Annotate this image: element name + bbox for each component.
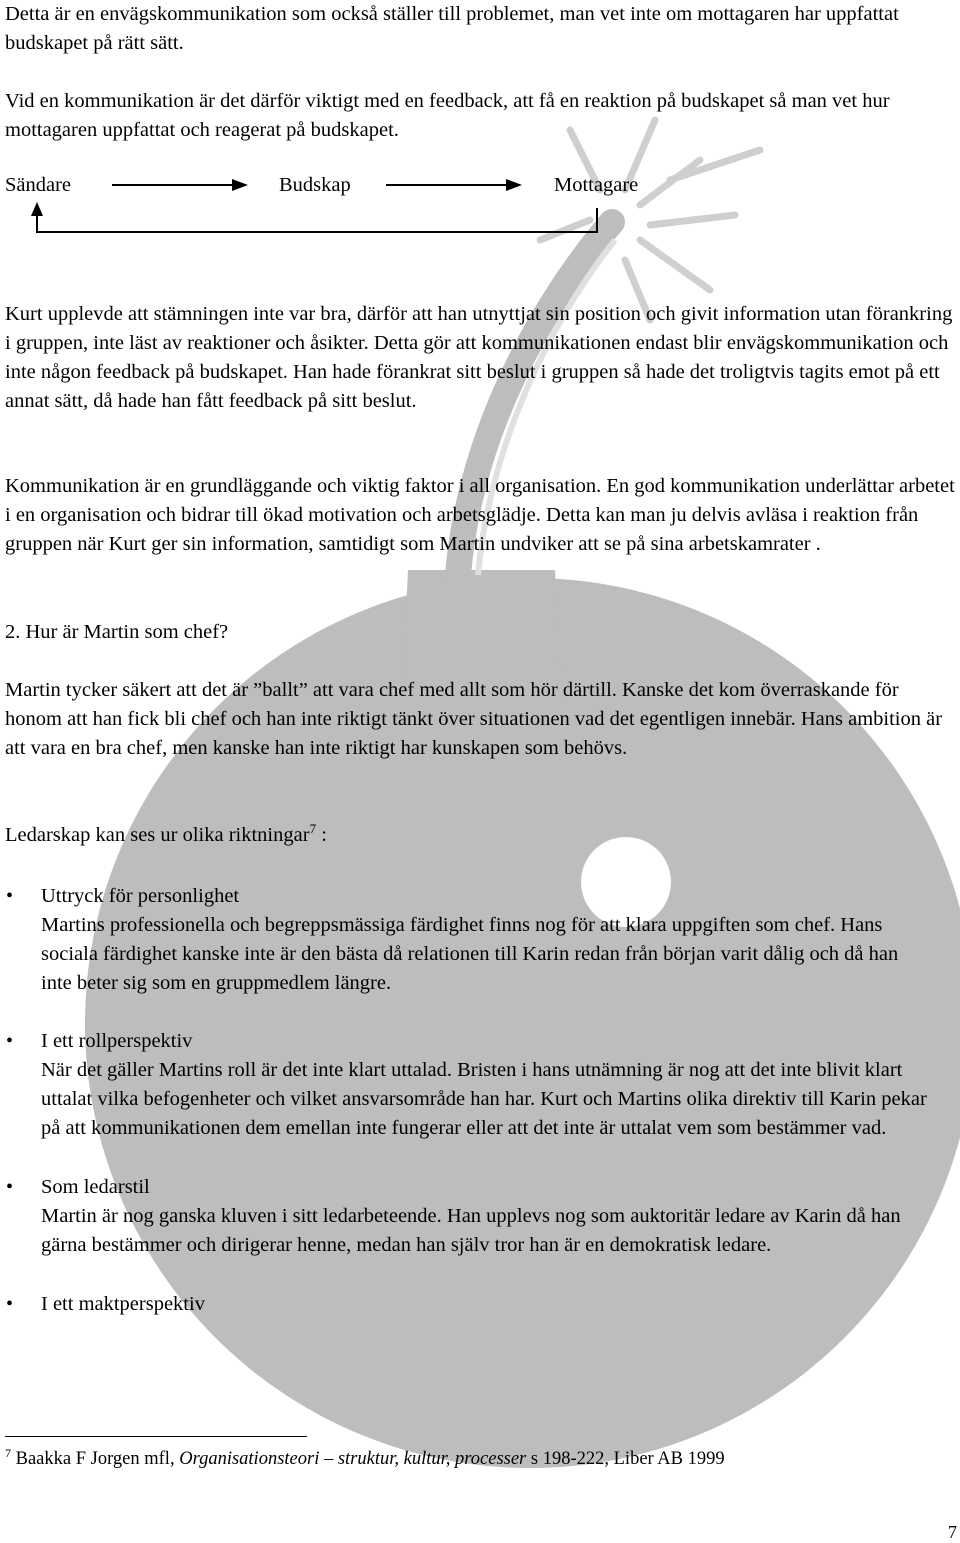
list-item-title: Som ledarstil [41, 1176, 150, 1198]
arrow-message-to-receiver-icon [386, 179, 522, 191]
list-item [0, 1173, 930, 1260]
bullet-icon: • [6, 885, 14, 907]
list-item [0, 882, 930, 998]
footnote-title: Organisationsteori – struktur, kultur, processer [179, 1449, 527, 1469]
list-item-title: I ett maktperspektiv [41, 1293, 205, 1315]
list-item-title: I ett rollperspektiv [41, 1030, 193, 1052]
list-item-text: Martins professionella och begreppsmässiga färdighet finns nog för att klara uppgiften som chef. Hans sociala färdighet kanske inte är den bästa då relationen till Karin redan från början varit dålig och då han inte beter sig som en gruppmedlem längre. [41, 914, 899, 994]
footnote-source: s 198-222, Liber AB 1999 [526, 1449, 725, 1469]
bullet-icon: • [6, 1030, 14, 1052]
diagram-sender-label: Sändare [5, 174, 72, 196]
intro-paragraph-2: Vid en kommunikation är det därför viktigt med en feedback, att få en reaktion på budskapet så man vet hur mottagaren uppfattat och reagerat på budskapet. [5, 90, 890, 141]
list-item-text: Martin är nog ganska kluven i sitt ledarbeteende. Han upplevs nog som auktoritär ledare av Karin då han gärna bestämmer och dirigerar henne, medan han själv tror han är en demokratisk ledare. [41, 1205, 901, 1256]
list-item [0, 1290, 930, 1319]
diagram-receiver-label: Mottagare [554, 174, 639, 196]
footnote-authors: Baakka F Jorgen mfl, [11, 1449, 180, 1469]
bullet-icon: • [6, 1293, 14, 1315]
body-paragraph-1: Kurt upplevde att stämningen inte var bra, därför att han utnyttjat sin position och givit information utan förankring i gruppen, inte läst av reaktioner och åsikter. Detta gör att kommunikationen endast blir envägskommunikation och inte någon feedback på budskapet. Han hade förankrat sitt beslut i gruppen så hade det troligtvis tagits emot på ett annat sätt, då hade han fått feedback på sitt beslut. [5, 303, 953, 412]
diagram-arrows [0, 0, 960, 260]
list-item [0, 1027, 930, 1143]
question-heading: 2. Hur är Martin som chef? [5, 621, 229, 643]
footnote-number: 7 [5, 1445, 11, 1460]
footnote [5, 1447, 725, 1472]
feedback-loop-arrow-icon [31, 202, 597, 232]
footnote-separator [5, 1436, 307, 1437]
footnote-reference: 7 [309, 821, 317, 837]
body-paragraph-2: Kommunikation är en grundläggande och viktig faktor i all organisation. En god kommunikation underlättar arbetet i en organisation och bidrar till ökad motivation och arbetsglädje. Detta kan man ju delvis avläsa i reaktion från gruppen när Kurt ger sin information, samtidigt som Martin undviker att se på sina arbetskamrater . [5, 475, 955, 555]
leadership-perspectives-list [0, 882, 930, 1319]
intro-paragraph-1: Detta är en envägskommunikation som också ställer till problemet, man vet inte om mottagaren har uppfattat budskapet på rätt sätt. [5, 3, 899, 54]
leadership-intro [5, 821, 960, 850]
arrow-sender-to-message-icon [112, 179, 248, 191]
leadership-intro-colon: : [316, 824, 327, 846]
bullet-icon: • [6, 1176, 14, 1198]
answer-paragraph: Martin tycker säkert att det är ”ballt” att vara chef med allt som hör därtill. Kanske det kom överraskande för honom att han fick bli chef och han inte riktigt tänkt över situationen vad det egentligen innebär. Hans ambition är att vara en bra chef, men kanske han inte riktigt har kunskapen som behövs. [5, 679, 943, 759]
leadership-intro-text: Ledarskap kan ses ur olika riktningar [5, 824, 310, 846]
list-item-title: Uttryck för personlighet [41, 885, 240, 907]
list-item-text: När det gäller Martins roll är det inte klart uttalad. Bristen i hans utnämning är nog att det inte blivit klart uttalat vilka befogenheter och vilket ansvarsområde han har. Kurt och Martins olika direktiv till Karin pekar på att kommunikationen dem emellan inte fungerar eller att det inte är uttalat vem som bestämmer vad. [41, 1059, 927, 1139]
page-number: 7 [948, 1522, 957, 1542]
diagram-message-label: Budskap [279, 174, 351, 196]
